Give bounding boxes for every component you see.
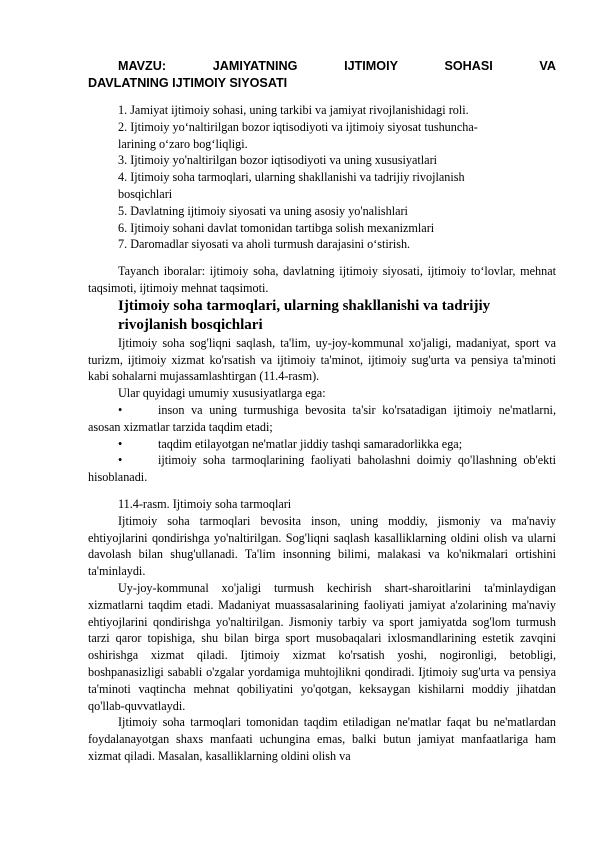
list-item-text: inson va uning turmushiga bevosita ta'sir ko'rsatadigan ijtimoiy ne'matlarni, asosan xizmatlar tarzida taqdim etadi;: [88, 402, 556, 434]
plan-item: larining o‘zaro bog‘liqligi.: [118, 136, 248, 151]
body-paragraph: Uy-joy-kommunal xo'jaligi turmush kechirish shart-sharoitlarini ta'minlaydigan xizmatlarni taqdim etadi. Madaniyat muassasalarining faoliyati jamiyat a'zolarining ma'naviy ehtiyojlarini qondirishga yo'naltirilgan. Jismoniy tarbiy va sport jamiyatda sog'lom turmush tarzi qaror topishiga, shu bilan birga sport musobaqalari ixlosmandlarining estetik zavqini oshirishga xizmat qiladi. Ijtimoiy xizmat ko'rsatish yoshi, nogironligi, betobligi, boshpanasizligi sababli o'zgalar yordamiga muhtojlikni qondiradi. Ijtimoiy sug'urta va pensiya ta'minoti vaqtincha mehnat qobiliyatini yo'qotgan, keksaygan kishilarni moddiy jihatdan qo'llab-quvvatlaydi.: [88, 580, 556, 713]
plan-item: 6. Ijtimoiy sohani davlat tomonidan tartibga solish mexanizmlari: [118, 220, 435, 235]
document-title: [88, 58, 556, 92]
figure-caption: 11.4-rasm. Ijtimoiy soha tarmoqlari: [118, 496, 292, 511]
plan-item: 4. Ijtimoiy soha tarmoqlari, ularning shakllanishi va tadrijiy rivojlanish: [118, 170, 465, 185]
plan-item: 2. Ijtimoiy yo‘naltirilgan bozor iqtisodiyoti va ijtimoiy siyosat tushuncha-: [118, 119, 478, 134]
plan-item: 5. Davlatning ijtimoiy siyosati va uning asosiy yo'nalishlari: [118, 203, 408, 218]
list-item-text: ijtimoiy soha tarmoqlarining faoliyati baholashni doimiy qo'llashning ob'ekti hisoblanadi.: [88, 453, 556, 485]
body-paragraph: Ijtimoiy soha sog'liqni saqlash, ta'lim, uy-joy-kommunal xo'jaligi, madaniyat, sport va turizm, ijtimoiy xizmat ko'rsatish va ijtimoiy ta'minot, ijtimoiy sug'urta va pensiya ta'minoti kabi sohalarni mujassamlashtirgan (11.4-rasm).: [88, 335, 556, 384]
plan-item: 3. Ijtimoiy yo'naltirilgan bozor iqtisodiyoti va uning xususiyatlari: [118, 153, 438, 168]
list-item: [88, 436, 556, 453]
bullet-mark: •: [118, 436, 123, 451]
list-item-text: taqdim etilayotgan ne'matlar jiddiy tashqi samaradorlikka ega;: [158, 436, 463, 451]
plan-item: 7. Daromadlar siyosati va aholi turmush darajasini o‘stirish.: [118, 237, 411, 252]
plan-item: 1. Jamiyat ijtimoiy sohasi, uning tarkibi va jamiyat rivojlanishidagi roli.: [118, 103, 469, 117]
body-paragraph: Ijtimoiy soha tarmoqlari tomonidan taqdim etiladigan ne'matlar faqat bu ne'matlardan foydalanayotgan shaxs manfaati uchungina emas, balki butun jamiyat manfaatlariga ham xizmat qiladi. Masalan, kasalliklarning oldini olish va: [88, 715, 556, 763]
section-heading: Ijtimoiy soha tarmoqlari, ularning shakllanishi va tadrijiy rivojlanish bosqichlari: [118, 297, 491, 333]
features-list: [88, 402, 556, 486]
bullet-mark: •: [118, 402, 123, 417]
features-intro: Ular quyidagi umumiy xususiyatlarga ega:: [118, 386, 326, 401]
document-page: [88, 58, 556, 765]
plan-item: bosqichlari: [118, 186, 173, 201]
topic-plan-list: [118, 102, 556, 253]
title-line-2: DAVLATNING IJTIMOIY SIYOSATI: [88, 76, 288, 90]
list-item: [88, 452, 556, 486]
key-terms-paragraph: Tayanch iboralar: ijtimoiy soha, davlatning ijtimoiy siyosati, ijtimoiy to‘lovlar, mehnat taqsimoti, ijtimoiy mehnat taqsimoti.: [88, 264, 556, 295]
body-paragraph: Ijtimoiy soha tarmoqlari bevosita inson, uning moddiy, jismoniy va ma'naviy ehtiyojlarini qondirishga yo'naltirilgan. Sog'liqni saqlash kasalliklarning oldini olish va ularni davolash bilan shug'ullanadi. Ta'lim insonning bilimi, malakasi va ko'nikmalari ortishini ta'minlaydi.: [88, 513, 556, 579]
bullet-mark: •: [118, 453, 123, 468]
title-line-1: MAVZU: JAMIYATNING IJTIMOIY SOHASI VA: [118, 59, 556, 73]
list-item: [88, 402, 556, 436]
